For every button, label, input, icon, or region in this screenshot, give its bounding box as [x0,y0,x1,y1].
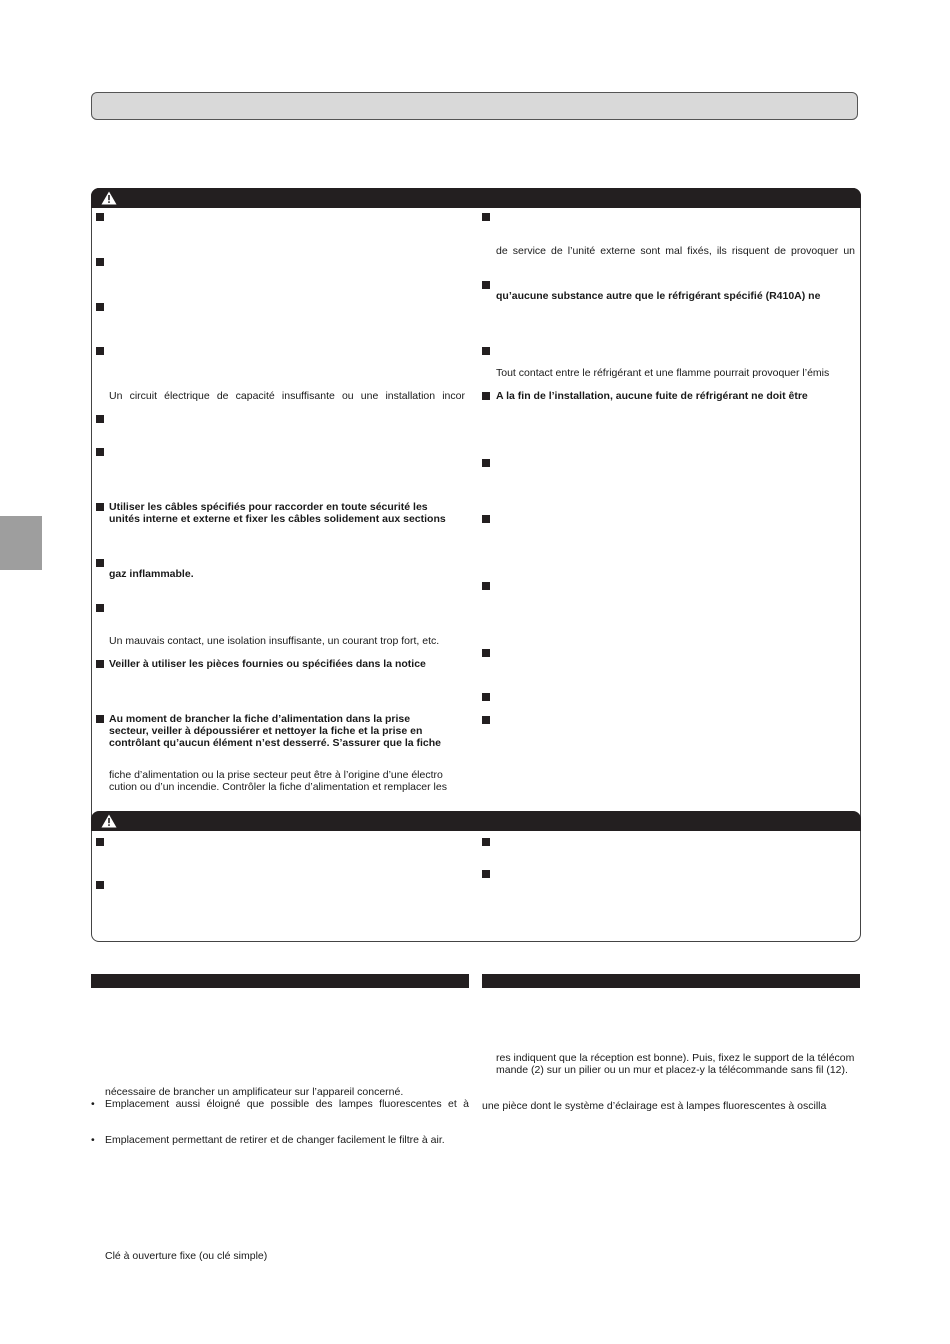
list-bullet [96,838,104,846]
contact-text: Un mauvais contact, une isolation insuffisante, un courant trop fort, etc. [109,635,440,647]
amplifier-text: nécessaire de brancher un amplificateur sur l’appareil concerné. [105,1086,404,1098]
list-bullet [482,515,490,523]
list-bullet [482,716,490,724]
plug-line-5: cution ou d’un incendie. Contrôler la fiche d’alimentation et remplacer les [109,781,447,793]
list-bullet [482,870,490,878]
list-bullet-dot: • [91,1098,95,1110]
wrench-text: Clé à ouverture fixe (ou clé simple) [105,1250,268,1262]
list-bullet-dot: • [91,1134,95,1146]
leak-text: A la fin de l’installation, aucune fuite de réfrigérant ne doit être [496,390,808,402]
section-header-right [482,974,860,988]
parts-text: Veiller à utiliser les pièces fournies ou spécifiées dans la notice [109,658,426,670]
paragraph-circuit: Un circuit électrique de capacité insuffisante ou une installation incor [109,390,465,402]
list-bullet [96,303,104,311]
list-bullet [96,347,104,355]
list-bullet [96,448,104,456]
list-bullet [96,715,104,723]
list-bullet [96,503,104,511]
refrigerant-text: qu’aucune substance autre que le réfrigérant spécifié (R410A) ne [496,290,821,302]
page-title-bar [91,92,858,120]
list-bullet [96,881,104,889]
list-bullet [482,582,490,590]
service-text: de service de l’unité externe sont mal fixés, ils risquent de provoquer un [496,245,855,257]
cables-line-1: Utiliser les câbles spécifiés pour raccorder en toute sécurité les [109,501,428,513]
list-bullet [96,258,104,266]
list-bullet [96,415,104,423]
list-bullet [482,213,490,221]
list-bullet [482,347,490,355]
plug-line-2: secteur, veiller à dépoussiérer et nettoyer la fiche et la prise en [109,725,423,737]
list-bullet [482,838,490,846]
list-bullet [482,392,490,400]
plug-line-1: Au moment de brancher la fiche d’alimentation dans la prise [109,713,411,725]
section-header-left [91,974,469,988]
location-item-1: Emplacement aussi éloigné que possible des lampes fluorescentes et à [105,1098,469,1110]
warning-triangle-icon [101,191,117,205]
fluorescent-text: une pièce dont le système d’éclairage est à lampes fluorescentes à oscilla [482,1100,827,1112]
language-side-tab [0,516,42,570]
list-bullet [482,693,490,701]
list-bullet [482,459,490,467]
list-bullet [482,649,490,657]
plug-line-4: fiche d’alimentation ou la prise secteur peut être à l’origine d’une électro [109,769,443,781]
gas-text: gaz inflammable. [109,568,194,580]
list-bullet [96,559,104,567]
reception-line-1: res indiquent que la réception est bonne). Puis, fixez le support de la télécom [496,1052,855,1064]
warning-triangle-icon [101,814,117,828]
list-bullet [96,213,104,221]
plug-line-3: contrôlant qu’aucun élément n’est desserré. S’assurer que la fiche [109,737,442,749]
cables-line-2: unités interne et externe et fixer les câbles solidement aux sections [109,513,446,525]
location-item-2: Emplacement permettant de retirer et de changer facilement le filtre à air. [105,1134,445,1146]
caution-header [91,811,861,831]
reception-line-2: mande (2) sur un pilier ou un mur et placez-y la télécommande sans fil (12). [496,1064,848,1076]
list-bullet [96,660,104,668]
flame-text: Tout contact entre le réfrigérant et une flamme pourrait provoquer l’émis [496,367,830,379]
warning-header [91,188,861,208]
list-bullet [96,604,104,612]
list-bullet [482,281,490,289]
